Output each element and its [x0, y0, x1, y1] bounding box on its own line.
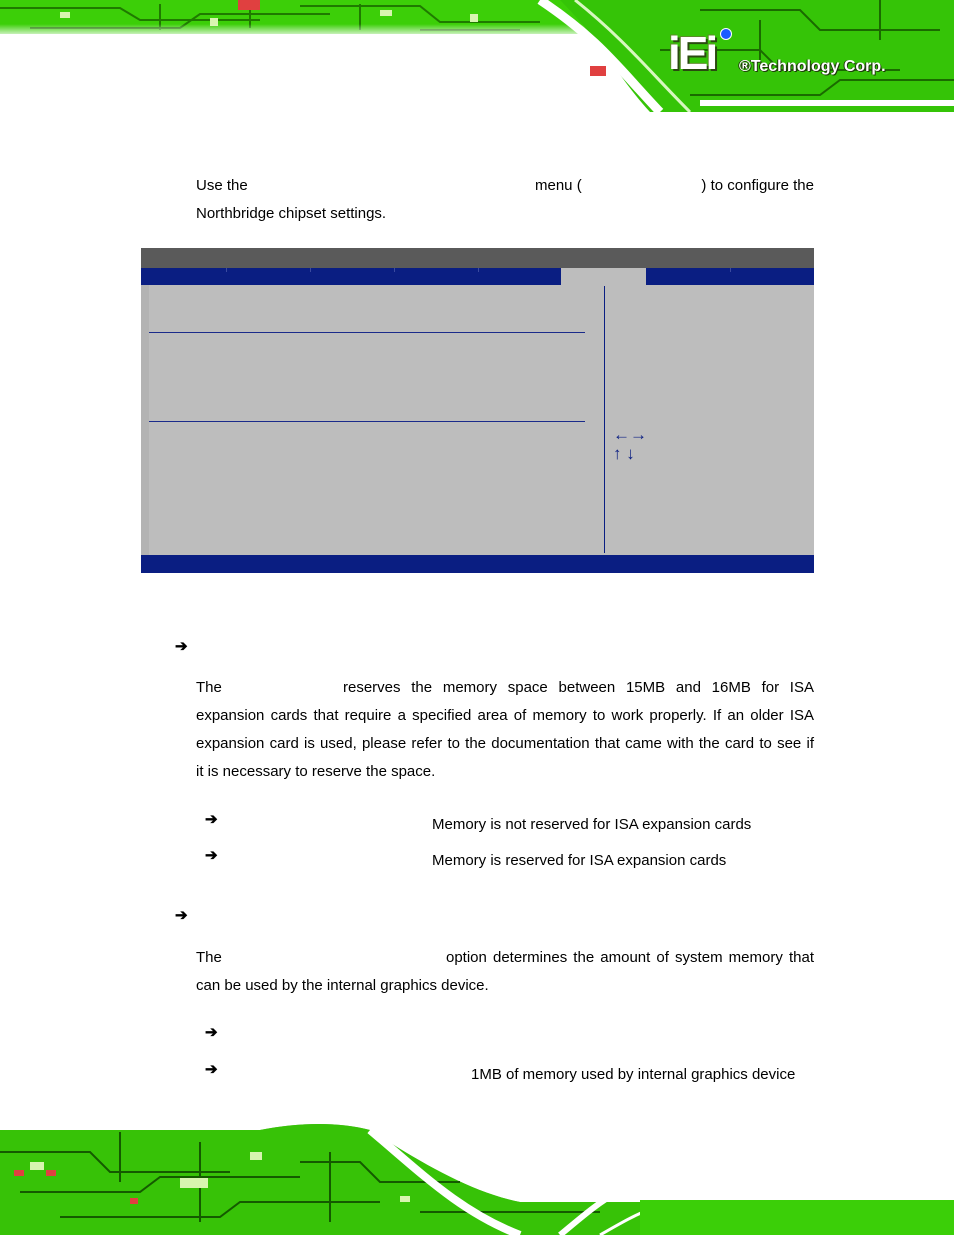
memory-hole-option-bullet-icon: ➔ [205, 847, 218, 864]
intro-to-configure: ) to configure the [701, 177, 814, 194]
memory-hole-para-line-1: reserves the memory space between 15MB and 16MB for ISA [343, 679, 814, 696]
bios-title-bar [141, 248, 814, 268]
bios-status-bar [141, 555, 814, 573]
logo-mark: iEi [668, 27, 716, 79]
memory-hole-para-line-2: expansion cards that require a specified area of memory to work properly. If an older ISA [196, 707, 814, 724]
logo-dot-icon [720, 28, 732, 40]
bios-section-rule [149, 421, 585, 422]
graphics-mode-para-line-1: option determines the amount of system memory that [446, 949, 814, 966]
logo-company-name: ®Technology Corp. [739, 58, 886, 75]
footer-banner [0, 1122, 954, 1235]
memory-hole-para-line-3: expansion card is used, please refer to the documentation that came with the card to see if [196, 735, 814, 752]
iei-logo [668, 26, 938, 86]
bios-screenshot [141, 248, 814, 573]
memory-hole-para-line-4: it is necessary to reserve the space. [196, 763, 436, 780]
intro-use-the: Use the [196, 177, 248, 194]
memory-hole-option-enabled-description: Memory is reserved for ISA expansion cards [432, 852, 727, 869]
graphics-mode-option-2-description: 1MB of memory used by internal graphics device [471, 1066, 796, 1083]
graphics-mode-para-line-2: can be used by the internal graphics device. [196, 977, 489, 994]
intro-menu-open: menu ( [535, 177, 582, 194]
bios-help-divider [604, 286, 605, 553]
memory-hole-option-bullet-icon: ➔ [205, 811, 218, 828]
graphics-mode-option-bullet-icon: ➔ [205, 1024, 218, 1041]
memory-hole-bullet-icon: ➔ [175, 638, 188, 655]
bios-arrows-up-down-icon: ↑ ↓ [613, 444, 635, 463]
memory-hole-option-disabled-description: Memory is not reserved for ISA expansion cards [432, 816, 752, 833]
header-banner [0, 0, 954, 112]
memory-hole-para-the: The [196, 679, 222, 696]
intro-line-2: Northbridge chipset settings. [196, 205, 387, 222]
graphics-mode-option-bullet-icon: ➔ [205, 1061, 218, 1078]
graphics-mode-para-the: The [196, 949, 222, 966]
bios-arrows-left-right-icon: ←→ [613, 425, 647, 444]
graphics-mode-bullet-icon: ➔ [175, 907, 188, 924]
circuit-board-footer-graphic [0, 1122, 954, 1235]
bios-tab-chipset[interactable] [561, 268, 646, 285]
bios-section-rule [149, 332, 585, 333]
